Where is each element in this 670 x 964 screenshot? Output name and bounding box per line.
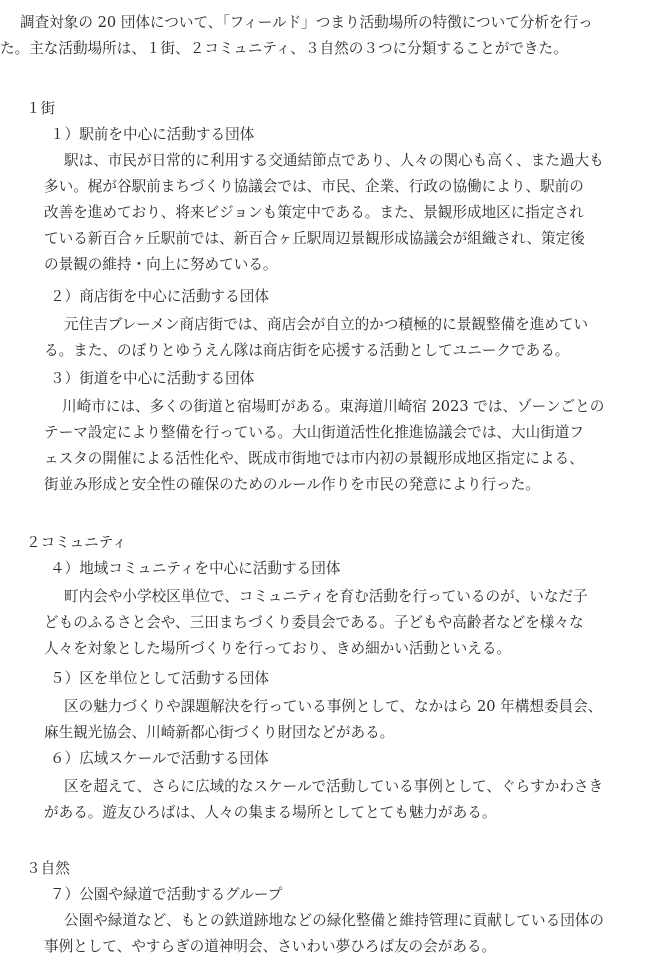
body-line: 公園や緑道など、もとの鉄道跡地などの緑化整備と維持管理に貢献している団体の	[64, 912, 604, 929]
body-line: 駅は、市民が日常的に利用する交通結節点であり、人々の関心も高く、また過大も	[64, 152, 604, 169]
subsection-body	[44, 694, 654, 746]
section-heading: ３自然	[26, 860, 70, 877]
subsection-body	[44, 312, 654, 364]
subsection-body	[44, 908, 654, 960]
intro-line: た。主な活動場所は、１街、２コミュニティ、３自然の３つに分類することができた。	[0, 40, 568, 57]
body-line: 人々を対象とした場所づくりを行っており、きめ細かい活動といえる。	[44, 640, 512, 657]
body-line: テーマ設定により整備を行っている。大山街道活性化推進協議会では、大山街道フ	[44, 424, 584, 441]
section-heading: ２コミュニティ	[26, 534, 127, 551]
subsection-title: ５）区を単位として活動する団体	[50, 670, 269, 687]
subsection-body	[44, 774, 654, 826]
body-line: どものふるさと会や、三田まちづくり委員会である。子どもや高齢者などを様々な	[44, 614, 584, 631]
body-line: 麻生観光協会、川崎新都心街づくり財団などがある。	[44, 724, 395, 741]
subsection-title: ４）地域コミュニティを中心に活動する団体	[50, 560, 341, 577]
body-line: がある。遊友ひろばは、人々の集まる場所としてとても魅力がある。	[44, 804, 497, 821]
intro-line: 調査対象の 20 団体について、「フィールド」つまり活動場所の特徴について分析を行っ	[20, 14, 593, 31]
subsection-title: ７）公園や緑道で活動するグループ	[50, 886, 283, 903]
subsection-title: １）駅前を中心に活動する団体	[50, 126, 255, 143]
body-line: る。また、のぼりとゆうえん隊は商店街を応援する活動としてユニークである。	[44, 342, 570, 359]
body-line: 事例として、やすらぎの道神明会、さいわい夢ひろば友の会がある。	[44, 938, 497, 955]
body-line: 改善を進めており、将来ビジョンも策定中である。また、景観形成地区に指定され	[44, 204, 584, 221]
body-line: 街並み形成と安全性の確保のためのルール作りを市民の発意により行った。	[44, 476, 540, 493]
subsection-body	[44, 394, 654, 498]
subsection-title: ６）広域スケールで活動する団体	[50, 750, 269, 767]
body-line: 町内会や小学校区単位で、コミュニティを育む活動を行っているのが、いなだ子	[64, 588, 588, 605]
body-line: ェスタの開催による活性化や、既成市街地では市内初の景観形成地区指定による、	[44, 450, 584, 467]
subsection-title: ２）商店街を中心に活動する団体	[50, 288, 269, 305]
body-line: ている新百合ヶ丘駅前では、新百合ヶ丘駅周辺景観形成協議会が組織され、策定後	[44, 230, 585, 247]
subsection-body	[44, 148, 654, 278]
body-line: 区を超えて、さらに広域的なスケールで活動している事例として、ぐらすかわさき	[64, 778, 604, 795]
body-line: 区の魅力づくりや課題解決を行っている事例として、なかはら 20 年構想委員会、	[64, 698, 603, 715]
intro-paragraph	[0, 10, 670, 62]
subsection-body	[44, 584, 654, 662]
subsection-title: ３）街道を中心に活動する団体	[50, 370, 255, 387]
body-line: の景観の維持・向上に努めている。	[44, 256, 278, 273]
section-heading: １街	[26, 100, 56, 117]
body-line: 多い。梶が谷駅前まちづくり協議会では、市民、企業、行政の協働により、駅前の	[44, 178, 584, 195]
body-line: 川崎市には、多くの街道と宿場町がある。東海道川崎宿 2023 では、ゾーンごとの	[62, 398, 605, 415]
body-line: 元住吉ブレーメン商店街では、商店会が自立的かつ積極的に景観整備を進めてい	[64, 316, 589, 333]
